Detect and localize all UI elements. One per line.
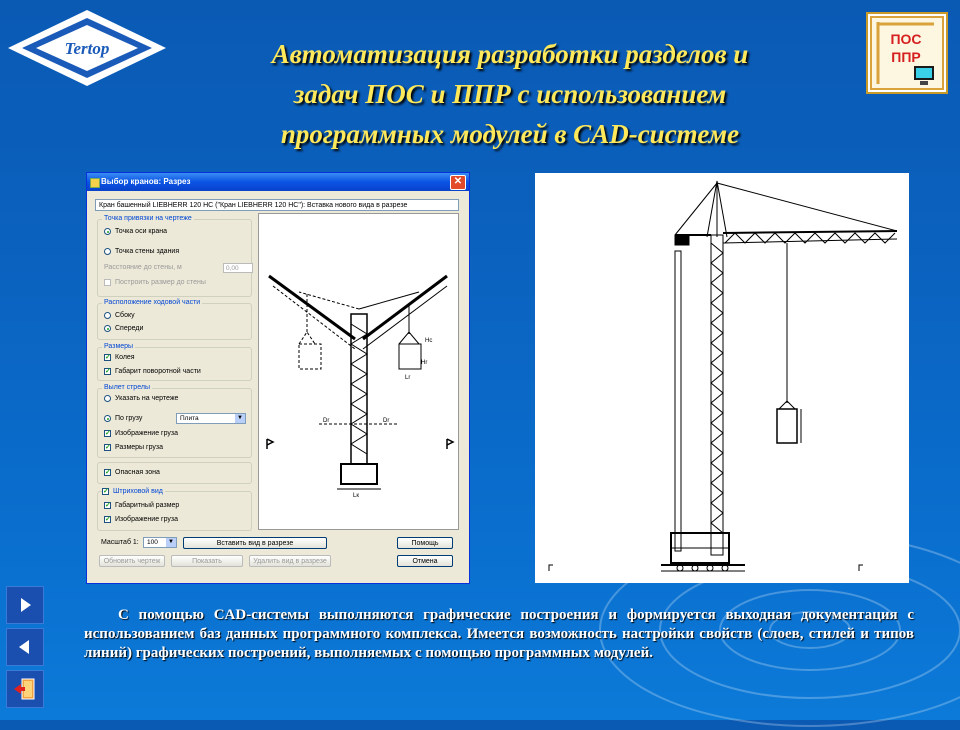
exit-slideshow-button[interactable] [6, 670, 44, 708]
checkbox-icon[interactable]: ✓ [105, 502, 111, 509]
checkbox-gabarit-size[interactable] [104, 502, 179, 509]
play-back-icon [15, 637, 35, 657]
radio-specify-on-drawing-label: Указать на чертеже [115, 395, 179, 402]
pos-ppr-badge-icon [866, 12, 948, 94]
company-logo [6, 8, 168, 88]
dialog-app-icon [90, 178, 100, 188]
checkbox-icon[interactable]: ✓ [105, 368, 111, 375]
radio-by-load-label: По грузу [115, 415, 143, 422]
checkbox-load-image[interactable] [104, 430, 178, 437]
radio-building-wall-label: Точка стены здания [115, 248, 180, 255]
radio-by-load[interactable] [104, 415, 142, 422]
crane-preview-drawing [259, 214, 458, 529]
radio-icon[interactable] [104, 395, 111, 402]
label-lr: Lr [405, 375, 411, 381]
reach-group-label: Вылет стрелы [104, 384, 150, 391]
radio-side-label: Сбоку [115, 312, 135, 319]
checkbox-icon[interactable]: ✓ [105, 354, 111, 361]
checkbox-build-wall-dim[interactable] [104, 279, 206, 286]
slide-title [170, 34, 850, 154]
label-dr-left: Dr [323, 418, 330, 424]
label-hc: Hc [425, 338, 433, 344]
checkbox-danger-zone-label: Опасная зона [115, 469, 160, 476]
next-slide-button[interactable] [6, 586, 44, 624]
load-type-select[interactable] [176, 413, 246, 424]
checkbox-build-wall-dim-label: Построить размер до стены [115, 279, 206, 286]
radio-icon[interactable] [104, 312, 111, 319]
dialog-titlebar[interactable] [87, 173, 469, 191]
radio-icon[interactable] [104, 325, 111, 332]
radio-specify-on-drawing[interactable] [104, 395, 178, 402]
checkbox-danger-zone[interactable] [104, 469, 160, 476]
checkbox-hatch-view[interactable] [102, 488, 165, 495]
label-lk: Lк [353, 493, 359, 499]
dialog-close-button[interactable]: ✕ [450, 175, 466, 190]
checkbox-icon[interactable]: ✓ [105, 444, 111, 451]
checkbox-icon[interactable]: ✓ [105, 469, 111, 476]
checkbox-hatch-load-image[interactable] [104, 516, 178, 523]
crane-section-preview [258, 213, 459, 530]
chassis-group-label: Расположение ходовой части [104, 299, 201, 306]
radio-icon[interactable] [104, 415, 111, 422]
checkbox-turn-gabarit-label: Габарит поворотной части [115, 368, 201, 375]
label-hr: Hr [421, 360, 428, 366]
crane-name-field: Кран башенный LIEBHERR 120 HC ("Кран LIEBHERR 120 HC"): Вставка нового вида в разрезе [95, 199, 459, 211]
refresh-drawing-button[interactable]: Обновить чертеж [99, 555, 165, 567]
scale-select[interactable] [143, 537, 177, 548]
play-forward-icon [15, 595, 35, 615]
hatch-view-group [97, 488, 252, 531]
checkbox-hatch-load-image-label: Изображение груза [115, 516, 179, 523]
crane-selection-dialog [86, 172, 470, 584]
exit-door-icon [12, 676, 38, 702]
chassis-position-group [97, 299, 252, 340]
scale-value: 100 [147, 539, 158, 546]
title-line-1: Автоматизация разработки разделов и [271, 39, 749, 69]
checkbox-load-sizes-label: Размеры груза [115, 444, 164, 451]
wall-distance-label: Расстояние до стены, м [104, 264, 182, 271]
checkbox-load-image-label: Изображение груза [115, 430, 179, 437]
help-button[interactable]: Помощь [397, 537, 453, 549]
checkbox-load-sizes[interactable] [104, 444, 163, 451]
slide-description: С помощью CAD-системы выполняются графические построения и формируется выходная документация с использованием баз данных программного комплекса. Имеется возможность настройки свойств (слоев, стилей и типов линий) графических построений, выполняемых с помощью программных модулей. [84, 607, 914, 661]
radio-icon[interactable] [104, 248, 111, 255]
previous-slide-button[interactable] [6, 628, 44, 666]
radio-crane-axis[interactable] [104, 228, 167, 235]
checkbox-track[interactable] [104, 354, 135, 361]
radio-side[interactable] [104, 312, 135, 319]
svg-text:Tertop: Tertop [64, 39, 110, 58]
tower-crane-drawing [535, 173, 909, 583]
danger-zone-group [97, 462, 252, 484]
checkbox-icon[interactable] [104, 279, 111, 286]
show-button[interactable]: Показать [171, 555, 243, 567]
scale-label: Масштаб 1: [101, 539, 139, 546]
radio-icon[interactable] [104, 228, 111, 235]
checkbox-turn-gabarit[interactable] [104, 368, 201, 375]
checkbox-gabarit-size-label: Габаритный размер [115, 502, 180, 509]
anchor-group-label: Точка привязки на чертеже [104, 215, 192, 222]
title-line-3: программных модулей в CAD-системе [280, 119, 740, 149]
boom-reach-group [97, 384, 252, 458]
radio-crane-axis-label: Точка оси крана [115, 228, 168, 235]
anchor-point-group [97, 215, 252, 297]
dialog-title: Выбор кранов: Разрез [101, 177, 191, 186]
checkbox-icon[interactable]: ✓ [103, 488, 109, 495]
chevron-down-icon[interactable]: ▼ [166, 538, 176, 547]
checkbox-track-label: Колея [115, 354, 135, 361]
chevron-down-icon[interactable]: ▼ [235, 414, 245, 423]
radio-building-wall[interactable] [104, 248, 179, 255]
title-line-2: задач ПОС и ППР с использованием [293, 79, 727, 109]
checkbox-hatch-view-label: Штриховой вид [113, 488, 163, 495]
load-type-value: Плита [180, 415, 199, 422]
sizes-group-label: Размеры [104, 343, 134, 350]
delete-section-view-button[interactable]: Удалить вид в разрезе [249, 555, 331, 567]
radio-front[interactable] [104, 325, 143, 332]
svg-text:ПОС: ПОС [890, 31, 922, 47]
insert-section-view-button[interactable]: Вставить вид в разрезе [183, 537, 327, 549]
label-dr-right: Dr [383, 418, 390, 424]
sizes-group [97, 343, 252, 381]
radio-front-label: Спереди [115, 325, 144, 332]
checkbox-icon[interactable]: ✓ [105, 516, 111, 523]
cancel-button[interactable]: Отмена [397, 555, 453, 567]
wall-distance-input[interactable]: 0,00 [223, 263, 253, 273]
checkbox-icon[interactable]: ✓ [105, 430, 111, 437]
svg-text:ППР: ППР [891, 49, 921, 65]
